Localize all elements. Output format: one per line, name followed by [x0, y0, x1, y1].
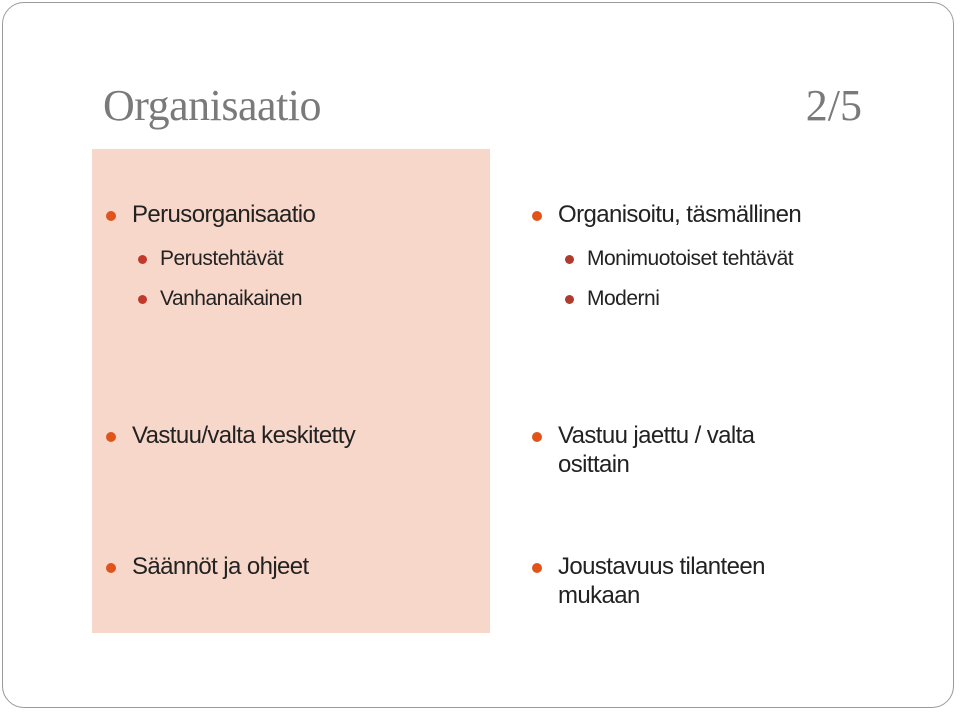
right-item-joustavuus [558, 553, 765, 611]
page-number: 2/5 [805, 81, 862, 130]
right-item-organisoitu [558, 201, 801, 230]
list-item-line: Vastuu jaettu / valta [558, 422, 755, 449]
left-subitem-perustehtavat [160, 246, 283, 271]
bullet-icon [532, 563, 542, 573]
bullet-icon [532, 432, 542, 442]
list-item-text: Vanhanaikainen [160, 287, 303, 310]
right-subitem-monimuotoiset [587, 246, 793, 271]
bullet-icon [106, 432, 116, 442]
slide-title: Organisaatio [103, 81, 322, 130]
list-item-text: Monimuotoiset tehtävät [587, 247, 794, 270]
list-item-text [558, 553, 765, 611]
list-item-text: Perustehtävät [160, 247, 284, 270]
left-item-vastuu-keskitetty [132, 422, 355, 451]
list-item-line: Joustavuus tilanteen [558, 553, 765, 580]
bullet-icon [138, 295, 147, 304]
left-item-saannot [132, 553, 309, 582]
list-item-text: Perusorganisaatio [132, 201, 316, 228]
list-item-line: osittain [558, 450, 630, 478]
bullet-icon [532, 211, 542, 221]
list-item-text: Vastuu/valta keskitetty [132, 422, 356, 449]
list-item-line: mukaan [558, 581, 640, 609]
list-item-text: Organisoitu, täsmällinen [558, 201, 802, 228]
right-item-vastuu-jaettu [558, 422, 754, 480]
left-item-perusorganisaatio [132, 201, 315, 230]
left-subitem-vanhanaikainen [160, 286, 302, 311]
right-subitem-moderni [587, 286, 659, 311]
list-item-text: Moderni [587, 287, 660, 310]
bullet-icon [565, 255, 574, 264]
bullet-icon [106, 563, 116, 573]
bullet-icon [565, 295, 574, 304]
bullet-icon [106, 211, 116, 221]
bullet-icon [138, 255, 147, 264]
list-item-text [558, 422, 754, 480]
list-item-text: Säännöt ja ohjeet [132, 553, 309, 580]
